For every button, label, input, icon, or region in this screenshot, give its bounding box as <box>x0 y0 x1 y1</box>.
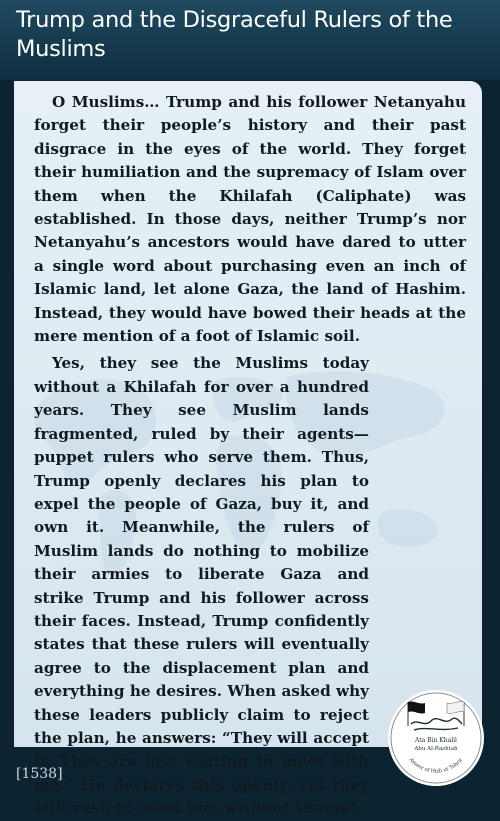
paragraph: Yes, they see the Muslims today without a Khilafah for over a hundred years. They see Muslim lands fragmented, ruled by their agents—puppet rulers who serve them. Thus, Trump openly declares his plan to expel the people of Gaza, buy it, and own it. Meanwhile, the rulers of Muslim lands do nothing to mobilize their armies to liberate Gaza and strike Trump and his follower across their faces. Instead, Trump confidently states that these rulers will eventually agree to the displacement plan and everything he desires. When asked why these leaders publicly claim to reject the plan, he answers: “They will accept it. They are just waiting to meet with me.” He declares this openly, yet they still rush to meet him without shame! <box>34 354 369 818</box>
issue-number: [1538] <box>16 766 63 782</box>
seal-name-line2: Abu Al-Rashtah <box>414 746 458 752</box>
header-bar <box>0 0 500 80</box>
seal-arc-path-text: Ameer of Hizb ut Tahrir <box>407 757 465 775</box>
seal-name-line1: Ata Bin Khalil <box>415 737 457 744</box>
page-title: Trump and the Disgraceful Rulers of the Muslims <box>16 7 453 62</box>
paragraph: O Muslims… Trump and his follower Netanyahu forget their people’s history and their past disgrace in the eyes of the world. They forget their humiliation and the supremacy of Islam over them when the Khilafah (Caliphate) was established. In those days, neither Trump’s nor Netanyahu’s ancestors would have dared to utter a single word about purchasing even an inch of Islamic land, let alone Gaza, the land of Hashim. Instead, they would have bowed their heads at the mere mention of a foot of Islamic soil. <box>34 93 466 346</box>
emir-seal <box>386 688 486 788</box>
